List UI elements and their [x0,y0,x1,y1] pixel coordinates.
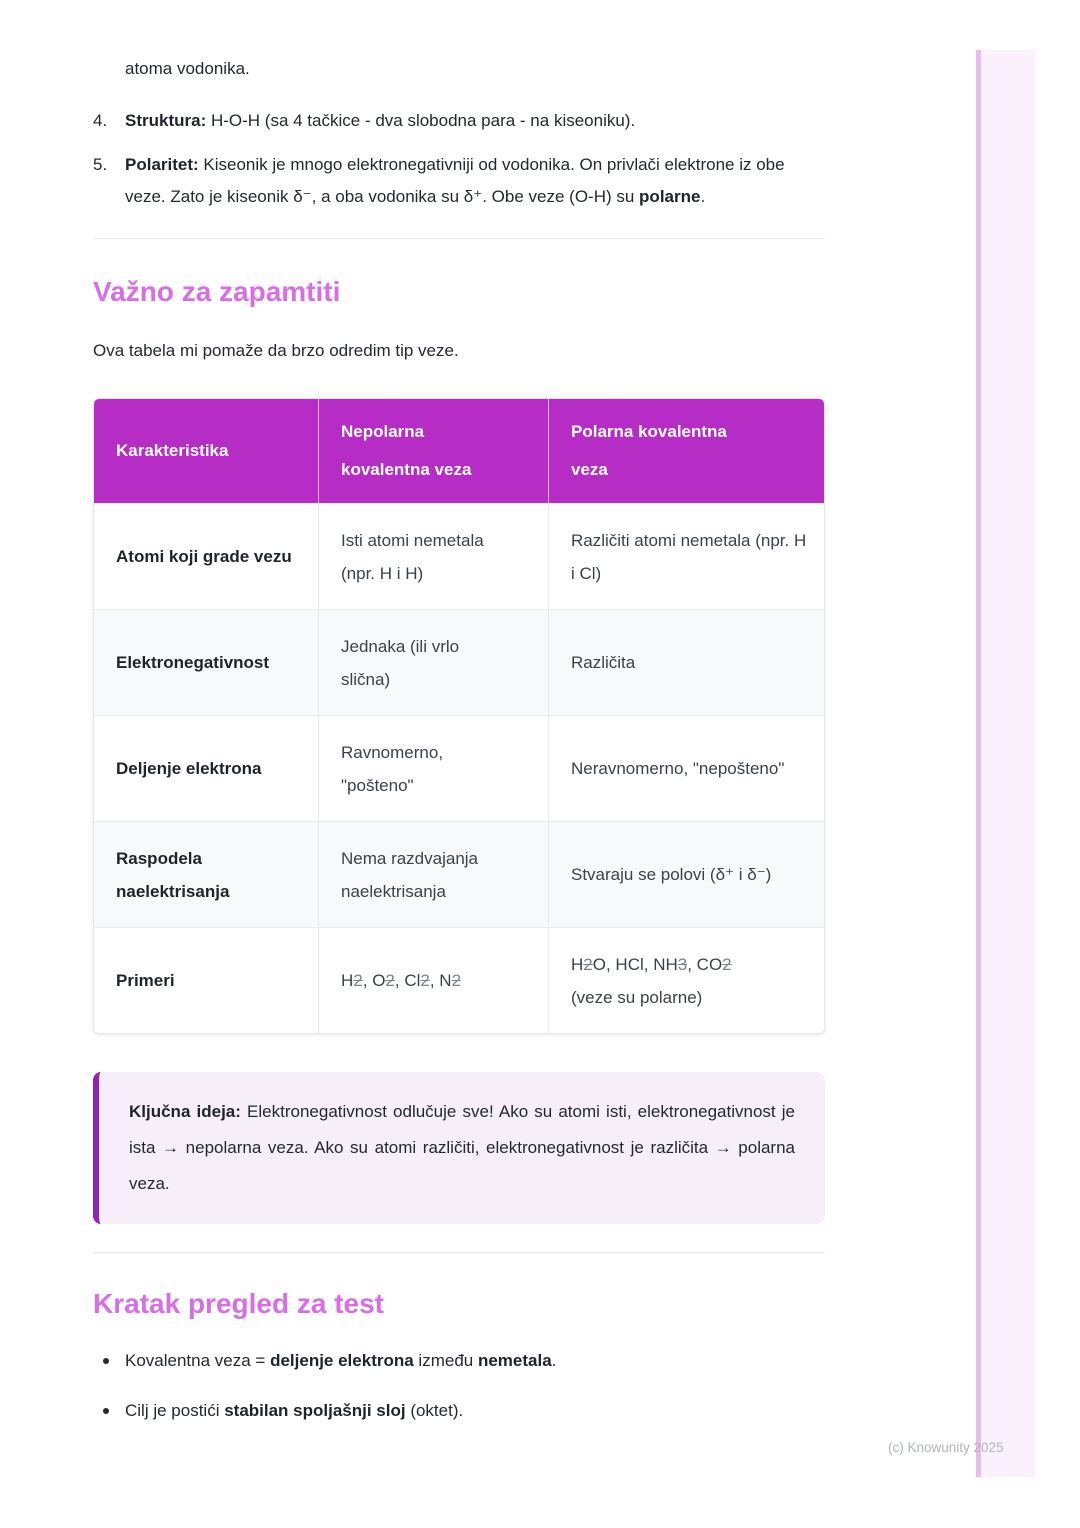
bullet-bold: stabilan spoljašnji sloj [224,1401,406,1420]
table-row [94,821,824,927]
formula-text: O, HCl, NH [592,954,678,974]
section-heading-review: Kratak pregled za test [93,1288,384,1319]
formula-text: , CO [687,954,723,974]
callout-text: Elektronegativnost odlučuje sve! Ako su atomi isti, elektronegativnost je ista → nepolarna veza. Ako su atomi različiti, elektronegativnost je različita → polarna veza. [129,1102,795,1193]
formula-text: H [571,954,584,974]
table-cell: Različita [548,610,824,715]
table-header-row [94,399,824,503]
divider [93,238,825,239]
page-margin-strip [976,50,1035,1477]
table-row [94,715,824,821]
list-item-number: 4. [93,111,108,130]
table-row [94,927,824,1033]
table-row [94,609,824,715]
list-item-text [125,105,797,137]
divider [93,1252,825,1253]
table-cell-examples-polar [548,928,824,1033]
list-item-number: 5. [93,155,108,174]
formula-text: , O [362,971,386,990]
comparison-table [93,398,825,1034]
section-heading-important: Važno za zapamtiti [93,276,341,307]
table-header-cell: Polarna kovalentna veza [548,399,824,503]
bullet-item [93,1400,825,1422]
table-cell: Ravnomerno, "pošteno" [318,716,548,821]
table-header-cell: Karakteristika [116,441,229,460]
list-item-label: Polaritet: [125,155,199,174]
formula-subscript: 2 [451,971,462,990]
bullet-text: Cilj je postići [125,1401,225,1420]
table-intro-text: Ova tabela mi pomaže da brzo odredim tip veze. [93,341,459,360]
numbered-list [93,105,825,213]
list-item-label: Struktura: [125,111,207,130]
table-cell-examples-nonpolar [318,928,548,1033]
formula-subscript: 2 [353,971,363,990]
copyright-notice: (c) Knowunity 2025 [888,1440,1004,1455]
examples-note: (veze su polarne) [571,987,703,1007]
table-cell: Nema razdvajanja naelektrisanja [318,822,548,927]
bullet-item [93,1350,825,1372]
bullet-text: između [413,1351,478,1370]
formula-subscript: 2 [583,954,593,974]
review-bullet-list [93,1350,825,1422]
formula-text: H [341,971,354,990]
table-cell-feature: Atomi koji grade vezu [116,547,292,566]
table-row [94,503,824,609]
list-item-body: H-O-H (sa 4 tačkice - dva slobodna para - na kiseoniku). [206,111,636,130]
bullet-bold: nemetala [477,1351,552,1370]
formula-subscript: 3 [677,954,688,974]
formula-subscript: 2 [385,971,395,990]
table-cell: Različiti atomi nemetala (npr. H i Cl) [548,504,824,609]
examples-line [341,964,500,997]
examples-line [571,948,808,981]
paragraph-continuation: atoma vodonika. [125,59,250,78]
list-item-body-end: . [700,187,706,206]
table-cell-feature: Elektronegativnost [116,653,270,672]
formula-subscript: 2 [722,954,732,974]
formula-text: , Cl [394,971,421,990]
bullet-bold: deljenje elektrona [270,1351,414,1370]
list-item-bold-word: polarne [639,187,701,206]
table-cell-feature: Raspodela naelektrisanja [116,848,230,901]
callout-label: Ključna ideja: [129,1102,241,1121]
table-cell: Stvaraju se polovi (δ⁺ i δ⁻) [548,822,824,927]
list-item-body: Kiseonik je mnogo elektronegativniji od vodonika. On privlači elektrone iz obe veze. Zato je kiseonik δ⁻, a oba vodonika su δ⁺. Obe veze (O-H) su [125,155,785,206]
page-content [93,0,825,1422]
table-cell-feature: Deljenje elektrona [116,759,262,778]
bullet-text: Kovalentna veza = [125,1351,271,1370]
list-item-text [125,149,797,213]
table-cell: Isti atomi nemetala (npr. H i H) [318,504,548,609]
key-idea-callout [93,1072,825,1224]
bullet-text: . [551,1351,557,1370]
formula-text: , N [429,971,452,990]
table-cell: Neravnomerno, "nepošteno" [548,716,824,821]
bullet-text: (oktet). [405,1401,464,1420]
table-cell: Jednaka (ili vrlo slična) [318,610,548,715]
list-item [93,105,825,137]
formula-subscript: 2 [420,971,430,990]
list-item [93,149,825,213]
table-header-cell: Nepolarna kovalentna veza [318,399,548,503]
table-cell-feature: Primeri [116,971,175,990]
